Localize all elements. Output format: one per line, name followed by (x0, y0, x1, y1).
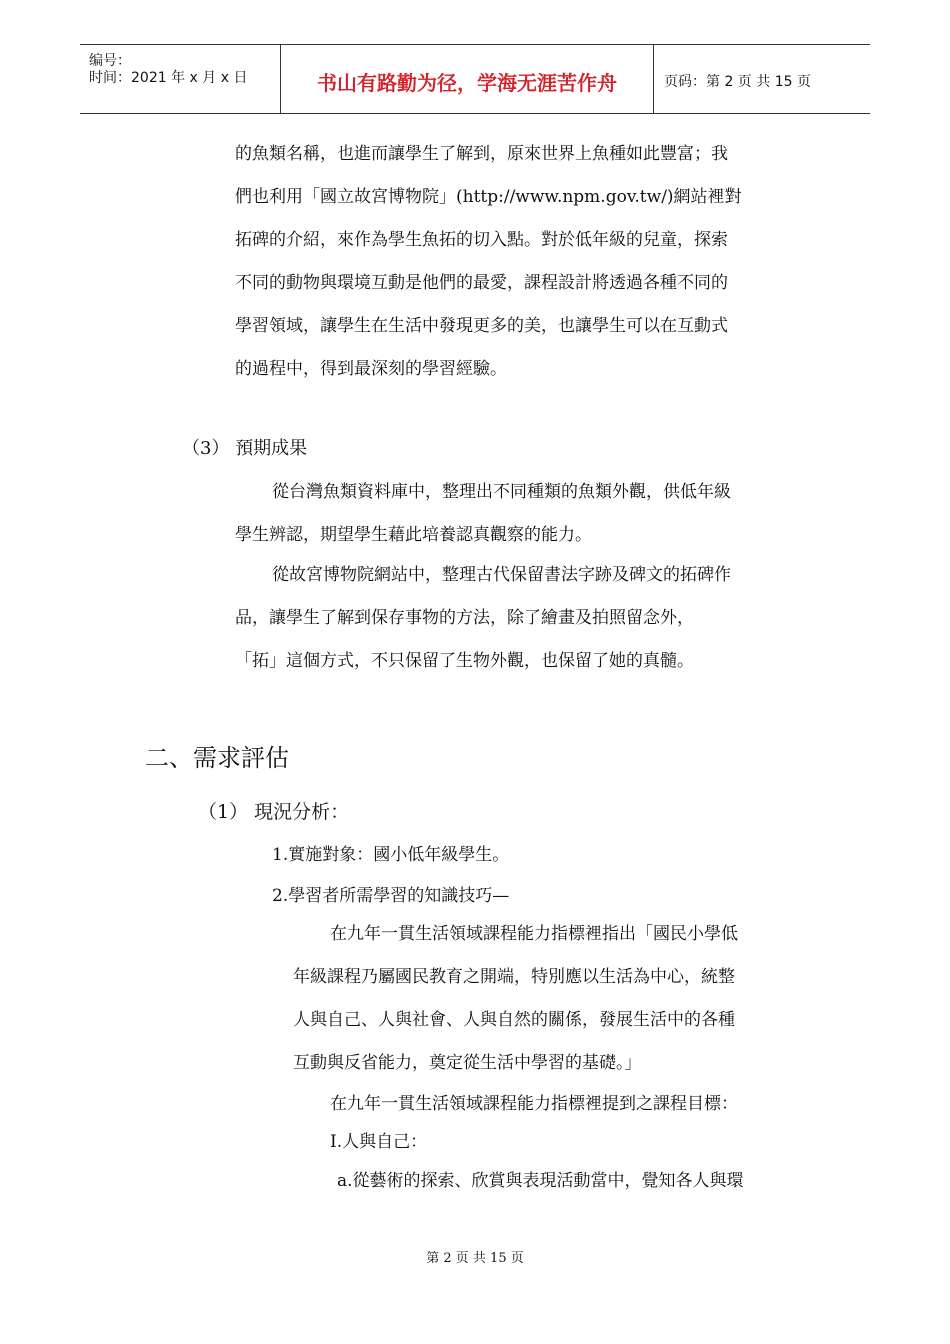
paragraph-line: 從故宮博物院網站中，整理古代保留書法字跡及碑文的拓碑作 (272, 565, 731, 585)
quote-line: 互動與反省能力，奠定從生活中學習的基礎。」 (293, 1053, 642, 1073)
paragraph-line: 學習領域，讓學生在生活中發現更多的美，也讓學生可以在互動式 (235, 316, 728, 336)
paragraph-line: 們也利用「國立故宮博物院」(http://www.npm.gov.tw/)網站裡對 (235, 187, 742, 207)
document-time-label: 时间：2021 年 x 月 x 日 (89, 70, 248, 86)
list-item-1: 1.實施對象：國小低年級學生。 (272, 845, 510, 865)
list-item-2: 2.學習者所需學習的知識技巧— (272, 886, 510, 906)
paragraph-line: 品，讓學生了解到保存事物的方法，除了繪畫及拍照留念外， (235, 608, 694, 628)
paragraph-line: 從台灣魚類資料庫中，整理出不同種類的魚類外觀，供低年級 (272, 482, 731, 502)
quote-line: 年級課程乃屬國民教育之開端，特別應以生活為中心，統整 (293, 967, 735, 987)
goal-item-a: a.從藝術的探索、欣賞與表現活動當中，覺知各人與環 (337, 1171, 744, 1191)
document-number-label: 编号： (89, 53, 131, 69)
paragraph-line: 學生辨認，期望學生藉此培養認真觀察的能力。 (235, 525, 592, 545)
quote-line: 人與自己、人與社會、人與自然的關係，發展生活中的各種 (293, 1010, 735, 1030)
paragraph-line: 的過程中，得到最深刻的學習經驗。 (235, 359, 507, 379)
subsection-1-heading: （1） 現況分析： (198, 801, 350, 823)
paragraph-line: 拓碑的介紹，來作為學生魚拓的切入點。對於低年級的兒童，探索 (235, 230, 728, 250)
goal-heading-self: I.人與自己： (330, 1132, 428, 1152)
quote-line: 在九年一貫生活領域課程能力指標裡指出「國民小學低 (330, 924, 738, 944)
page-header (80, 44, 870, 114)
chapter-2-heading: 二、需求評估 (145, 744, 289, 772)
paragraph-line: 的魚類名稱，也進而讓學生了解到，原來世界上魚種如此豐富；我 (235, 144, 728, 164)
header-meta-cell (80, 45, 281, 113)
page-footer: 第 2 页 共 15 页 (426, 1251, 524, 1266)
header-motto: 书山有路勤为径，学海无涯苦作舟 (317, 71, 617, 95)
header-page-cell (654, 45, 870, 113)
header-page-number: 页码：第 2 页 共 15 页 (664, 74, 811, 90)
paragraph-line: 「拓」這個方式，不只保留了生物外觀，也保留了她的真髓。 (235, 651, 694, 671)
paragraph-line: 不同的動物與環境互動是他們的最愛，課程設計將透過各種不同的 (235, 273, 728, 293)
section-3-heading: （3） 預期成果 (182, 438, 308, 459)
goals-intro: 在九年一貫生活領域課程能力指標裡提到之課程目標： (330, 1094, 738, 1114)
header-motto-cell (281, 45, 654, 113)
